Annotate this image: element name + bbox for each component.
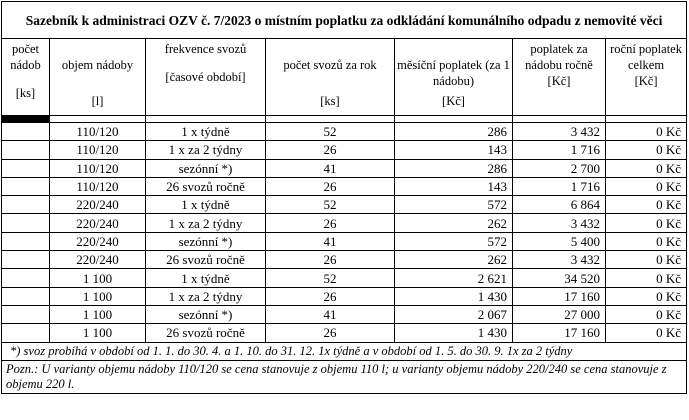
table-row [2,214,687,232]
cell-volume: 220/240 [50,232,146,250]
cell-yearly: 3 432 [513,251,606,269]
cell-frequency: 1 x za 2 týdny [146,141,266,159]
cell-monthly: 1 430 [395,324,513,342]
cell-monthly: 286 [395,123,513,141]
table-title: Sazebník k administraci OZV č. 7/2023 o místním poplatku za odkládání komunálního odpadu z nemovité věci [2,2,687,39]
table-row [2,324,687,342]
cell-volume: 220/240 [50,196,146,214]
header-count-unit: [ks] [15,86,36,100]
separator-row [2,116,687,123]
cell-yearly: 17 160 [513,287,606,305]
fee-table [1,1,687,394]
cell-pickups: 26 [266,287,395,305]
cell-volume: 1 100 [50,287,146,305]
cell-volume: 1 100 [50,324,146,342]
cell-count [2,269,50,287]
cell-count [2,287,50,305]
pozn-note: Pozn.: U varianty objemu nádoby 110/120 se cena stanovuje z objemu 110 l; u varianty objemu nádoby 220/240 se cena stanovuje z objemu 220 l. [2,360,687,393]
header-volume-label: objem nádoby [61,58,134,72]
cell-total: 0 Kč [606,159,687,177]
cell-volume: 1 100 [50,305,146,323]
header-frequency-label: frekvence svozů [164,42,247,56]
table-row [2,232,687,250]
cell-yearly: 27 000 [513,305,606,323]
cell-pickups: 52 [266,196,395,214]
cell-count [2,159,50,177]
cell-yearly: 5 400 [513,232,606,250]
cell-yearly: 17 160 [513,324,606,342]
cell-monthly: 286 [395,159,513,177]
cell-pickups: 52 [266,269,395,287]
header-volume [50,39,146,116]
fee-schedule [1,1,686,394]
cell-count [2,177,50,195]
cell-pickups: 26 [266,324,395,342]
cell-count [2,251,50,269]
cell-frequency: sezónní *) [146,305,266,323]
header-frequency [146,39,266,116]
header-pickups-label: počet svozů za rok [283,58,377,72]
cell-total: 0 Kč [606,141,687,159]
header-monthly [395,39,513,116]
cell-frequency: 1 x za 2 týdny [146,287,266,305]
cell-count [2,123,50,141]
cell-volume: 110/120 [50,141,146,159]
cell-yearly: 3 432 [513,214,606,232]
cell-pickups: 26 [266,141,395,159]
cell-frequency: 26 svozů ročně [146,324,266,342]
cell-count [2,214,50,232]
cell-frequency: sezónní *) [146,232,266,250]
table-row [2,196,687,214]
header-yearly-label: poplatek za nádobu ročně [525,42,593,72]
cell-total: 0 Kč [606,269,687,287]
header-frequency-unit: [časové období] [165,70,246,84]
table-row [2,251,687,269]
cell-pickups: 52 [266,123,395,141]
cell-yearly: 34 520 [513,269,606,287]
cell-pickups: 26 [266,177,395,195]
cell-monthly: 2 067 [395,305,513,323]
cell-frequency: 26 svozů ročně [146,177,266,195]
cell-count [2,141,50,159]
header-volume-unit: [l] [91,94,104,108]
table-row [2,141,687,159]
header-pickups [266,39,395,116]
cell-volume: 110/120 [50,177,146,195]
header-monthly-label: měsíční poplatek (za 1 nádobu) [397,58,510,88]
cell-monthly: 143 [395,177,513,195]
table-row [2,269,687,287]
cell-yearly: 2 700 [513,159,606,177]
cell-total: 0 Kč [606,214,687,232]
table-row [2,287,687,305]
cell-count [2,232,50,250]
cell-monthly: 1 430 [395,287,513,305]
header-count-label: počet nádob [10,42,41,72]
header-total-unit: [Kč] [634,74,658,88]
cell-pickups: 26 [266,251,395,269]
cell-count [2,305,50,323]
cell-total: 0 Kč [606,232,687,250]
footnote: *) svoz probíhá v období od 1. 1. do 30. 4. a 1. 10. do 31. 12. 1x týdně a v období od 1. 5. do 30. 9. 1x za 2 týdny [2,342,687,360]
header-count [2,39,50,116]
cell-monthly: 572 [395,196,513,214]
cell-volume: 110/120 [50,159,146,177]
cell-count [2,324,50,342]
cell-frequency: 26 svozů ročně [146,251,266,269]
cell-total: 0 Kč [606,177,687,195]
cell-count [2,196,50,214]
cell-frequency: 1 x týdně [146,196,266,214]
cell-monthly: 262 [395,251,513,269]
cell-volume: 220/240 [50,251,146,269]
table-body [2,123,687,343]
header-yearly [513,39,606,116]
cell-volume: 110/120 [50,123,146,141]
cell-pickups: 26 [266,214,395,232]
cell-yearly: 6 864 [513,196,606,214]
table-row [2,177,687,195]
cell-total: 0 Kč [606,305,687,323]
cell-total: 0 Kč [606,324,687,342]
table-row [2,123,687,141]
cell-yearly: 1 716 [513,141,606,159]
cell-frequency: sezónní *) [146,159,266,177]
cell-monthly: 262 [395,214,513,232]
header-monthly-unit: [Kč] [442,94,465,108]
header-total [606,39,687,116]
header-row [2,39,687,116]
table-row [2,305,687,323]
table-row [2,159,687,177]
cell-total: 0 Kč [606,251,687,269]
cell-monthly: 143 [395,141,513,159]
cell-frequency: 1 x za 2 týdny [146,214,266,232]
cell-frequency: 1 x týdně [146,269,266,287]
cell-yearly: 3 432 [513,123,606,141]
cell-volume: 220/240 [50,214,146,232]
header-yearly-unit: [Kč] [547,74,571,88]
header-pickups-unit: [ks] [320,94,340,108]
cell-total: 0 Kč [606,123,687,141]
cell-volume: 1 100 [50,269,146,287]
cell-pickups: 41 [266,159,395,177]
cell-total: 0 Kč [606,287,687,305]
cell-monthly: 2 621 [395,269,513,287]
cell-pickups: 41 [266,232,395,250]
header-total-label: roční poplatek celkem [610,42,682,72]
cell-yearly: 1 716 [513,177,606,195]
cell-pickups: 41 [266,305,395,323]
cell-monthly: 572 [395,232,513,250]
cell-total: 0 Kč [606,196,687,214]
cell-frequency: 1 x týdně [146,123,266,141]
